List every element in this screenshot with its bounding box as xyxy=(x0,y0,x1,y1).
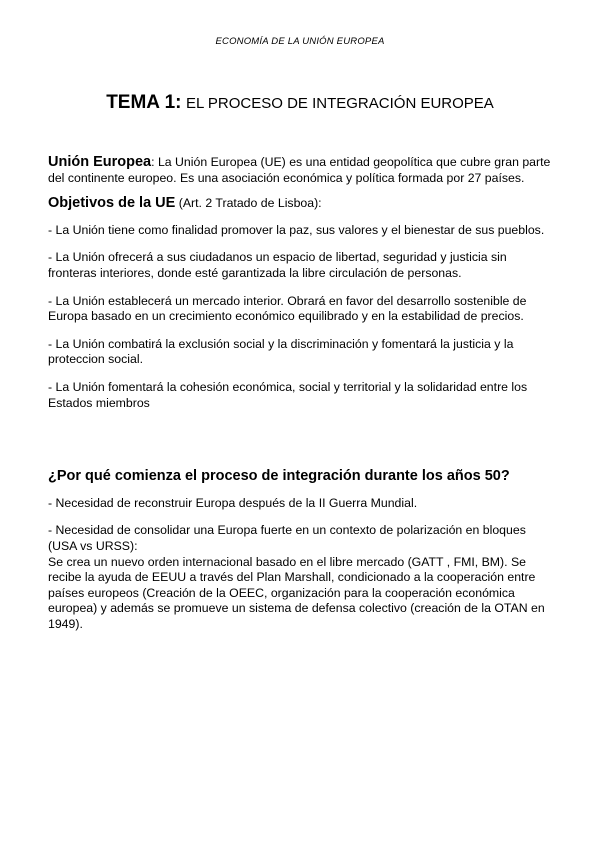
objectives-heading xyxy=(48,196,553,212)
objectives-title: Objetivos de la UE xyxy=(48,195,176,212)
union-term: Unión Europea xyxy=(48,154,152,170)
document-body xyxy=(48,155,553,632)
why-point-1: - Necesidad de reconstruir Europa después de la II Guerra Mundial. xyxy=(48,495,418,510)
union-definition-text: : La Unión Europea (UE) es una entidad geopolítica que cubre gran parte del continente europeo. Es una asociación económica y política formada por 27 países. xyxy=(48,155,551,185)
why-heading: ¿Por qué comienza el proceso de integración durante los años 50? xyxy=(48,468,510,485)
objective-item: - La Unión establecerá un mercado interior. Obrará en favor del desarrollo sostenible de Europa basado en un crecimiento económico equilibrado y en la estabilidad de precios. xyxy=(48,293,527,324)
objectives-reference: (Art. 2 Tratado de Lisboa): xyxy=(175,196,322,211)
page-title xyxy=(0,92,600,114)
running-header: ECONOMÍA DE LA UNIÓN EUROPEA xyxy=(215,36,385,47)
why-point-2-detail: Se crea un nuevo orden internacional basado en el libre mercado (GATT , FMI, BM). Se recibe la ayuda de EEUU a través del Plan Marshall, condicionado a la cooperación entre países europeos (Creación de la OEEC, organización para la cooperación económica europea) y además se promueve un sistema de defensa colectivo (creación de la OTAN en 1949). xyxy=(48,554,545,631)
topic-title: EL PROCESO DE INTEGRACIÓN EUROPEA xyxy=(185,95,494,112)
objective-item: - La Unión ofrecerá a sus ciudadanos un espacio de libertad, seguridad y justicia sin fronteras interiores, donde esté garantizada la libre circulación de personas. xyxy=(48,250,507,280)
objective-item: - La Unión fomentará la cohesión económica, social y territorial y la solidaridad entre los Estados miembros xyxy=(48,379,528,410)
objective-item: - La Unión tiene como finalidad promover la paz, sus valores y el bienestar de sus pueblos. xyxy=(48,222,545,237)
union-definition xyxy=(48,155,553,186)
why-point-2: - Necesidad de consolidar una Europa fuerte en un contexto de polarización en bloques (USA vs URSS): xyxy=(48,523,526,553)
objective-item: - La Unión combatirá la exclusión social y la discriminación y fomentará la justicia y la proteccion social. xyxy=(48,336,514,367)
topic-number: TEMA 1: xyxy=(106,92,182,113)
